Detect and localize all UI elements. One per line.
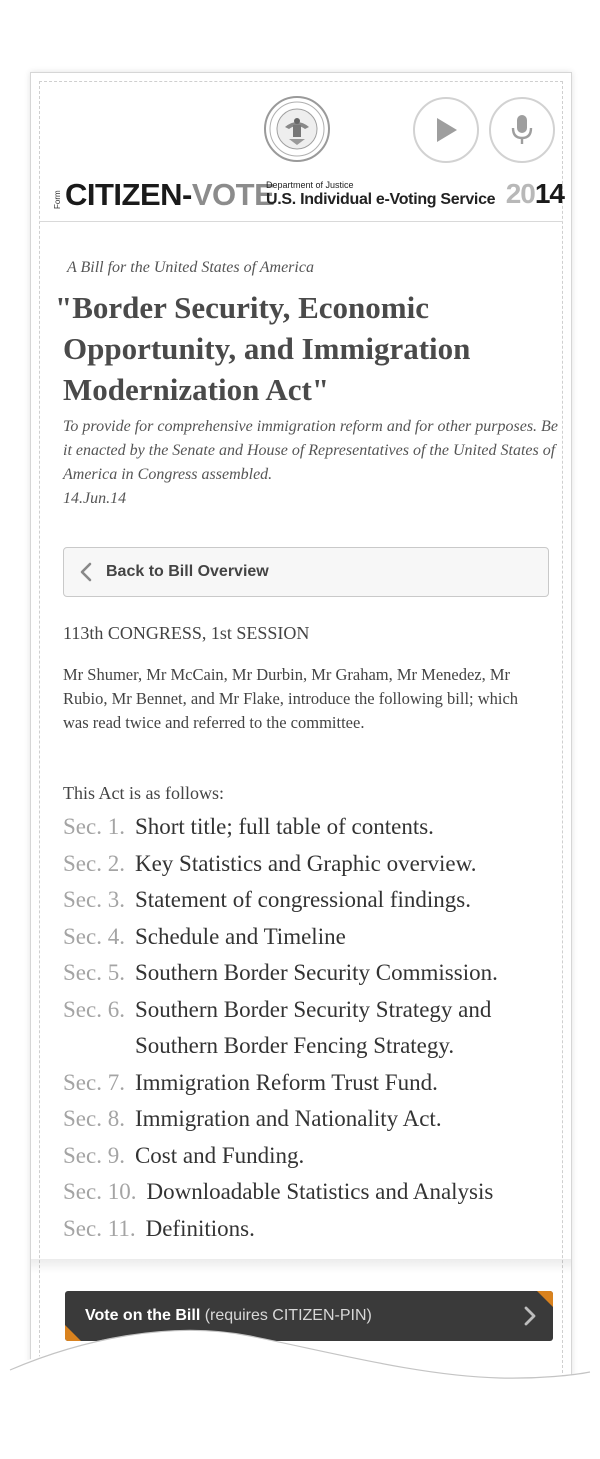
brand-logo xyxy=(65,177,274,213)
brand-vote-text: VOTE xyxy=(191,177,275,212)
play-icon xyxy=(433,116,459,144)
bill-date: 14.Jun.14 xyxy=(63,490,127,507)
year-suffix: 14 xyxy=(534,178,564,209)
section-item-6[interactable] xyxy=(63,992,563,1065)
section-number: Sec. 2. xyxy=(63,850,125,876)
section-number: Sec. 5. xyxy=(63,960,125,985)
back-to-overview-button[interactable] xyxy=(63,547,549,597)
section-number: Sec. 11. xyxy=(63,1215,136,1241)
section-item-5[interactable] xyxy=(63,955,563,992)
chevron-left-icon xyxy=(78,562,94,582)
year-prefix: 20 xyxy=(505,178,535,209)
bill-card xyxy=(30,72,572,1414)
section-title: Southern Border Security Strategy and Southern Border Fencing Strategy. xyxy=(134,996,492,1058)
section-number: Sec. 9. xyxy=(63,1142,125,1168)
section-number: Sec. 10. xyxy=(63,1179,137,1204)
form-label: Form xyxy=(53,190,62,209)
vote-label-main: Vote on the Bill xyxy=(85,1307,201,1324)
section-title: Downloadable Statistics and Analysis xyxy=(146,1179,494,1204)
accent-corner-top-right xyxy=(537,1291,553,1307)
vote-label-sub: (requires CITIZEN-PIN) xyxy=(204,1307,372,1324)
section-number: Sec. 7. xyxy=(63,1069,125,1095)
section-item-9[interactable] xyxy=(63,1138,563,1175)
section-number: Sec. 4. xyxy=(63,923,125,949)
microphone-icon xyxy=(510,113,534,147)
section-item-11[interactable] xyxy=(63,1211,563,1248)
department-label: Department of Justice xyxy=(266,180,354,190)
section-number: Sec. 1. xyxy=(63,814,125,839)
brand-bar xyxy=(53,177,564,213)
back-button-label: Back to Bill Overview xyxy=(106,563,269,580)
header-divider xyxy=(39,221,563,222)
bill-title: "Border Security, Economic Opportunity, and Immigration Modernization Act" xyxy=(55,290,471,407)
section-title: Definitions. xyxy=(145,1215,255,1241)
section-title: Cost and Funding. xyxy=(134,1142,305,1168)
section-item-4[interactable] xyxy=(63,919,563,956)
congress-session: 113th CONGRESS, 1st SESSION xyxy=(63,623,310,643)
section-number: Sec. 6. xyxy=(63,996,125,1022)
section-title: Immigration Reform Trust Fund. xyxy=(134,1069,438,1095)
section-title: Immigration and Nationality Act. xyxy=(134,1106,442,1131)
torn-page-edge xyxy=(0,1320,600,1459)
year-label xyxy=(506,178,564,210)
bill-description-text: To provide for comprehensive immigration reform and for other purposes. Be it enacted by the Senate and House of Representatives of the United States of America in Congress assembled. xyxy=(63,418,558,483)
section-number: Sec. 8. xyxy=(63,1106,125,1131)
brand-citizen-text: CITIZEN- xyxy=(65,177,192,212)
section-item-7[interactable] xyxy=(63,1065,563,1102)
section-item-8[interactable] xyxy=(63,1101,563,1138)
department-of-justice-seal-icon xyxy=(263,95,331,163)
section-title: Short title; full table of contents. xyxy=(134,814,434,839)
section-item-10[interactable] xyxy=(63,1174,563,1211)
section-item-1[interactable] xyxy=(63,809,563,846)
section-number: Sec. 3. xyxy=(63,887,125,912)
service-title: U.S. Individual e-Voting Service xyxy=(266,191,496,208)
bill-description xyxy=(63,415,563,511)
section-item-3[interactable] xyxy=(63,882,563,919)
microphone-button[interactable] xyxy=(489,97,555,163)
section-title: Schedule and Timeline xyxy=(134,923,346,949)
section-divider xyxy=(31,1259,571,1273)
bill-sponsors: Mr Shumer, Mr McCain, Mr Durbin, Mr Graham, Mr Menedez, Mr Rubio, Mr Bennet, and Mr Flake, introduce the following bill; which was read twice and referred to the committee. xyxy=(63,665,519,732)
bill-kicker: A Bill for the United States of America xyxy=(67,259,314,276)
section-item-2[interactable] xyxy=(63,846,563,883)
act-intro: This Act is as follows: xyxy=(63,783,224,803)
section-title: Statement of congressional findings. xyxy=(134,887,471,912)
section-title: Key Statistics and Graphic overview. xyxy=(134,850,477,876)
play-button[interactable] xyxy=(413,97,479,163)
section-list xyxy=(63,809,563,1247)
section-title: Southern Border Security Commission. xyxy=(134,960,498,985)
